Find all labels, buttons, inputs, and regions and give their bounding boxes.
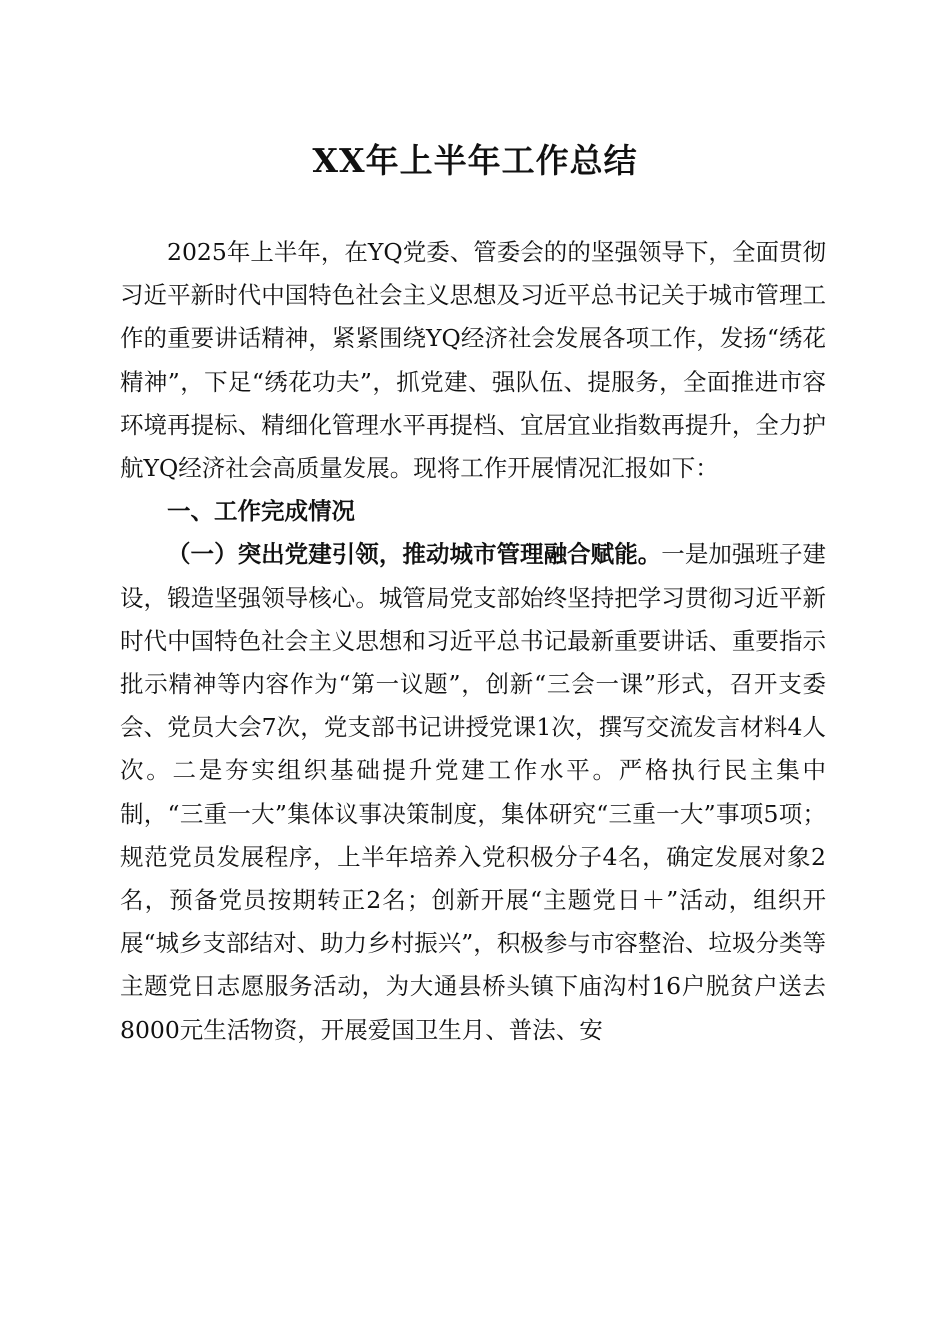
subsection-body: 一是加强班子建设，锻造坚强领导核心。城管局党支部始终坚持把学习贯彻习近平新时代中国特色社会主义思想和习近平总书记最新重要讲话、重要指示批示精神等内容作为“第一议题”，创新“三会一课”形式，召开支委会、党员大会7次，党支部书记讲授党课1次，撰写交流发言材料4人次。二是夯实组织基础提升党建工作水平。严格执行民主集中制，“三重一大”集体议事决策制度，集体研究“三重一大”事项5项；规范党员发展程序，上半年培养入党积极分子4名，确定发展对象2名，预备党员按期转正2名；创新开展“主题党日＋”活动，组织开展“城乡支部结对、助力乡村振兴”，积极参与市容整治、垃圾分类等主题党日志愿服务活动，为大通县桥头镇下庙沟村16户脱贫户送去8000元生活物资，开展爱国卫生月、普法、安	[120, 540, 827, 1044]
intro-paragraph: 2025年上半年，在YQ党委、管委会的的坚强领导下，全面贯彻习近平新时代中国特色社会主义思想及习近平总书记关于城市管理工作的重要讲话精神，紧紧围绕YQ经济社会发展各项工作，发扬“绣花精神”，下足“绣花功夫”，抓党建、强队伍、提服务，全面推进市容环境再提标、精细化管理水平再提档、宜居宜业指数再提升，全力护航YQ经济社会高质量发展。现将工作开展情况汇报如下：	[120, 238, 826, 483]
subsection-paragraph	[120, 533, 826, 1051]
subsection-lead: （一）突出党建引领，推动城市管理融合赋能。	[167, 540, 662, 569]
section-heading: 一、工作完成情况	[167, 497, 355, 526]
document-title: XX年上半年工作总结	[312, 141, 638, 180]
document-body	[120, 231, 826, 1052]
